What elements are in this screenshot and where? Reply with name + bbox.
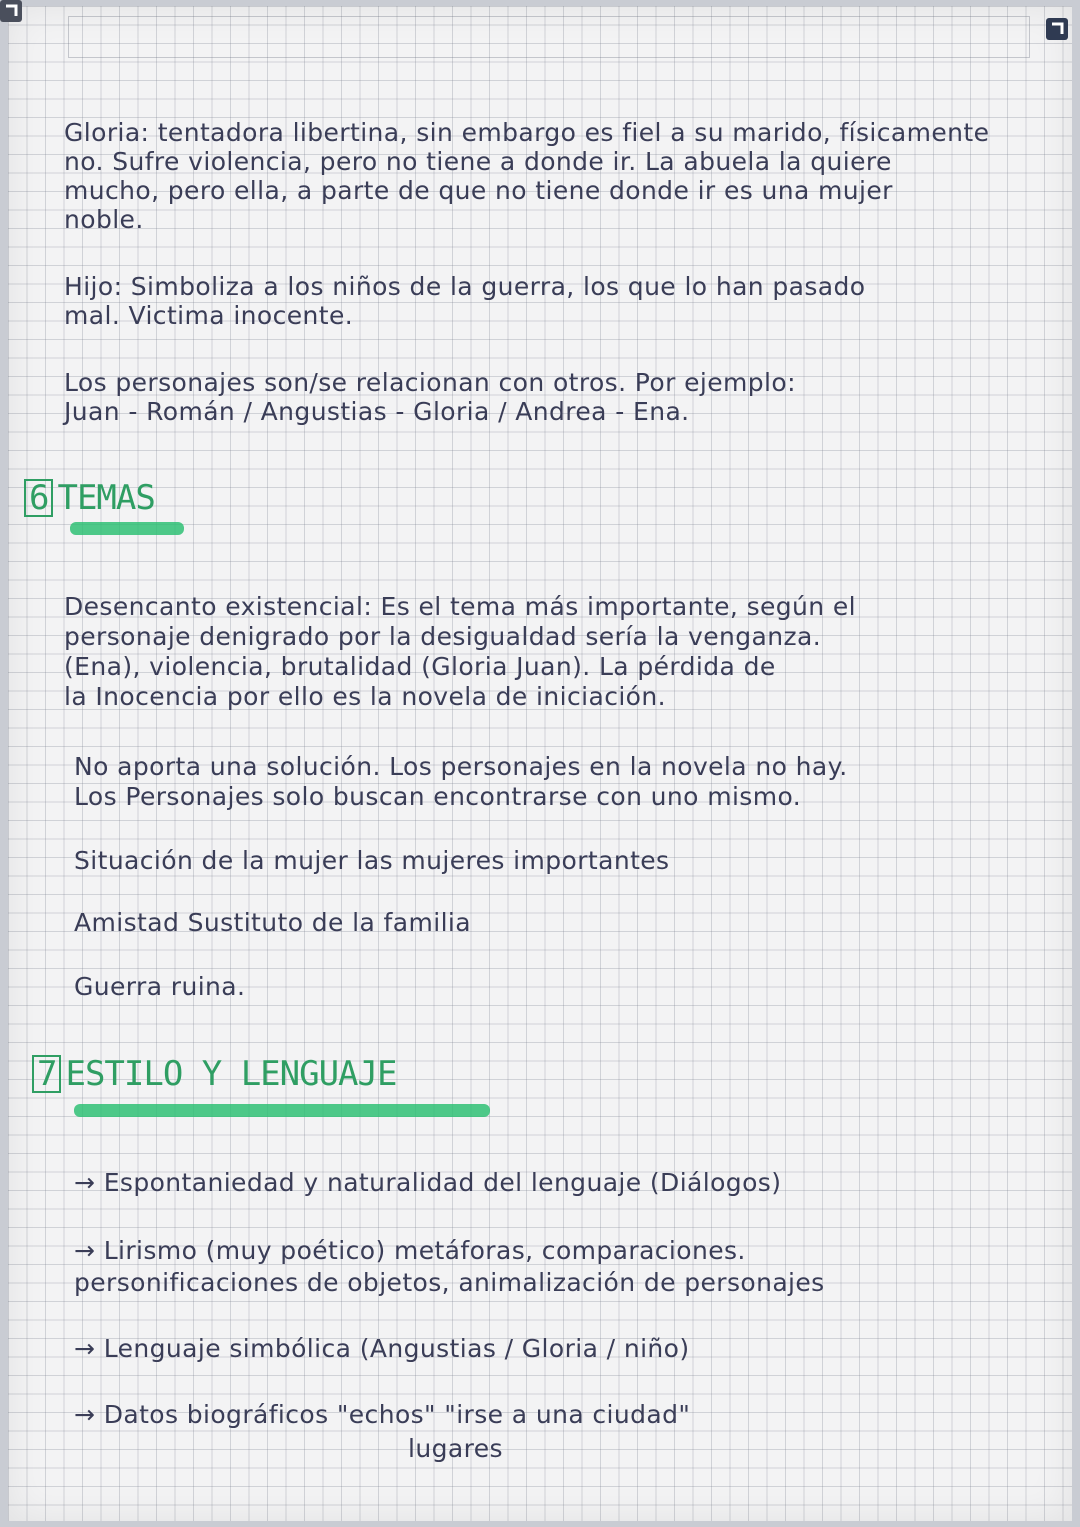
section-7-title: ESTILO Y LENGUAJE: [65, 1054, 397, 1094]
temas-p2-line-2: Los Personajes solo buscan encontrarse con uno mismo.: [74, 782, 802, 811]
section-6-number: 6: [24, 479, 53, 517]
hijo-line-2: mal. Victima inocente.: [64, 301, 354, 330]
estilo-item-2-line-1: → Lirismo (muy poético) metáforas, comparaciones.: [74, 1236, 746, 1265]
relations-line-2: Juan - Román / Angustias - Gloria / Andrea - Ena.: [64, 397, 690, 426]
estilo-item-4-line-1: → Datos biográficos "echos" "irse a una ciudad": [74, 1400, 691, 1429]
relations-line-1: Los personajes son/se relacionan con otros. Por ejemplo:: [64, 368, 796, 397]
temas-p1-line-2: personaje denigrado por la desigualdad sería la venganza.: [64, 622, 822, 651]
temas-p1-line-4: la Inocencia por ello es la novela de iniciación.: [64, 682, 666, 711]
estilo-item-2-line-2: personificaciones de objetos, animalización de personajes: [74, 1268, 825, 1297]
temas-p1-line-1: Desencanto existencial: Es el tema más importante, según el: [64, 592, 857, 621]
temas-guerra: Guerra ruina.: [74, 972, 246, 1001]
section-7-highlight: [74, 1104, 490, 1117]
temas-p2-line-1: No aporta una solución. Los personajes en la novela no hay.: [74, 752, 848, 781]
gloria-line-4: noble.: [64, 205, 144, 234]
notebook-page: [8, 6, 1072, 1521]
page-header-box: [68, 16, 1030, 58]
section-6-highlight: [70, 522, 184, 535]
estilo-item-3: → Lenguaje simbólica (Angustias / Gloria / niño): [74, 1334, 690, 1363]
bookmark-icon: [1046, 18, 1068, 40]
estilo-item-4-line-2: lugares: [408, 1434, 503, 1463]
gloria-line-1: Gloria: tentadora libertina, sin embargo es fiel a su marido, físicamente: [64, 118, 990, 147]
gloria-line-2: no. Sufre violencia, pero no tiene a donde ir. La abuela la quiere: [64, 147, 892, 176]
gloria-line-3: mucho, pero ella, a parte de que no tiene donde ir es una mujer: [64, 176, 893, 205]
bookmark-icon: [0, 0, 22, 22]
temas-mujer: Situación de la mujer las mujeres importantes: [74, 846, 670, 875]
section-6-heading: [24, 478, 155, 518]
section-7-heading: [32, 1054, 396, 1094]
hijo-line-1: Hijo: Simboliza a los niños de la guerra, los que lo han pasado: [64, 272, 866, 301]
section-7-number: 7: [32, 1055, 61, 1093]
estilo-item-1: → Espontaniedad y naturalidad del lenguaje (Diálogos): [74, 1168, 782, 1197]
temas-p1-line-3: (Ena), violencia, brutalidad (Gloria Juan). La pérdida de: [64, 652, 776, 681]
section-6-title: TEMAS: [57, 478, 155, 518]
temas-amistad: Amistad Sustituto de la familia: [74, 908, 471, 937]
